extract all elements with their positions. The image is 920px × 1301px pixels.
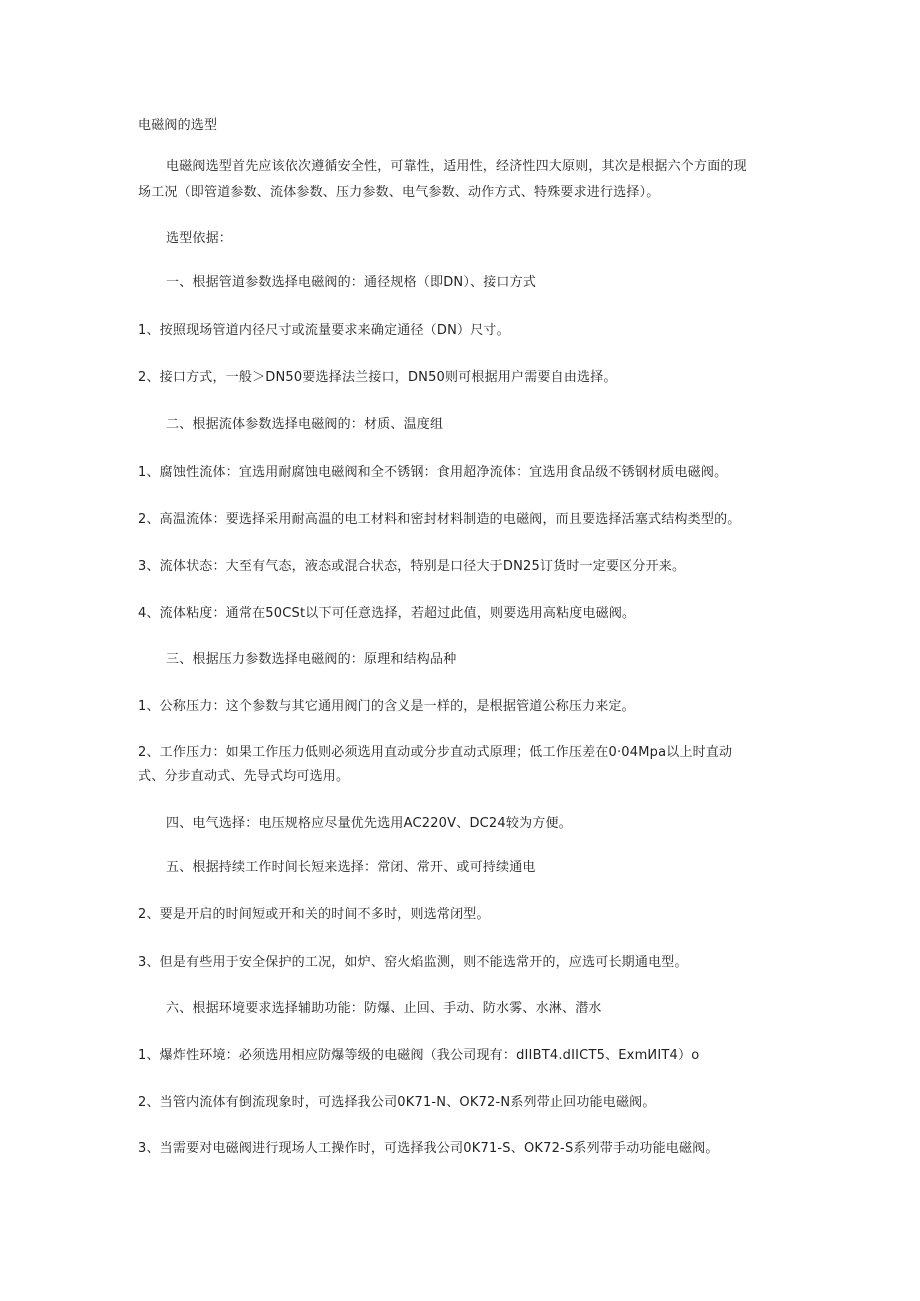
section-6-item-1: 1、爆炸性环境：必须选用相应防爆等级的电磁阀（我公司现有：dIIBT4.dIICT5、ExmИIT4）o — [138, 1048, 700, 1063]
section-2-item-1: 1、腐蚀性流体：宜选用耐腐蚀电磁阀和全不锈钢：食用超净流体：宜选用食品级不锈钢材质电磁阀。 — [138, 465, 728, 480]
section-1-item-2: 2、接口方式，一般＞DN50要选择法兰接口，DN50则可根据用户需要自由选择。 — [138, 370, 617, 385]
section-3-item-2-line-2: 式、分步直动式、先导式均可选用。 — [138, 769, 350, 784]
section-2-heading: 二、根据流体参数选择电磁阀的：材质、温度组 — [166, 417, 444, 432]
section-3-heading: 三、根据压力参数选择电磁阀的：原理和结构品种 — [166, 652, 457, 667]
section-6-item-2: 2、当管内流体有倒流现象时，可选择我公司0K71-N、OK72-N系列带止回功能电磁阀。 — [138, 1095, 656, 1110]
section-3-item-1: 1、公称压力：这个参数与其它通用阀门的含义是一样的，是根据管道公称压力来定。 — [138, 699, 635, 714]
section-5-item-2: 2、要是开启的时间短或开和关的时间不多时，则选常闭型。 — [138, 907, 490, 922]
section-5-item-3: 3、但是有些用于安全保护的工况，如炉、窑火焰监测，则不能选常开的，应选可长期通电型。 — [138, 955, 688, 970]
section-2-item-2: 2、高温流体：要选择采用耐高温的电工材料和密封材料制造的电磁阀，而且要选择活塞式结构类型的。 — [138, 512, 741, 527]
basis-label: 选型依据： — [166, 231, 233, 246]
document-title: 电磁阀的选型 — [138, 118, 218, 133]
intro-line-1: 电磁阀选型首先应该依次遵循安全性，可靠性，适用性，经济性四大原则，其次是根据六个方面的现 — [166, 159, 747, 174]
section-4-heading: 四、电气选择：电压规格应尽量优先选用AC220V、DC24较为方便。 — [166, 816, 572, 831]
section-3-item-2-line-1: 2、工作压力：如果工作压力低则必须选用直动或分步直动式原理；低工作压差在0·04Mpa以上时直动 — [138, 745, 733, 760]
section-1-heading: 一、根据管道参数选择电磁阀的：通径规格（即DN）、接口方式 — [166, 275, 537, 290]
section-6-heading: 六、根据环境要求选择辅助功能：防爆、止回、手动、防水雾、水淋、潜水 — [166, 1001, 602, 1016]
section-1-item-1: 1、按照现场管道内径尺寸或流量要求来确定通径（DN）尺寸。 — [138, 323, 510, 338]
section-5-heading: 五、根据持续工作时间长短来选择：常闭、常开、或可持续通电 — [166, 860, 536, 875]
intro-line-2: 场工况（即管道参数、流体参数、压力参数、电气参数、动作方式、特殊要求进行选择）。 — [138, 185, 660, 200]
section-2-item-4: 4、流体粘度：通常在50CSt以下可任意选择，若超过此值，则要选用高粘度电磁阀。 — [138, 606, 636, 621]
section-6-item-3: 3、当需要对电磁阀进行现场人工操作时，可选择我公司0K71-S、OK72-S系列带手动功能电磁阀。 — [138, 1141, 719, 1156]
section-2-item-3: 3、流体状态：大至有气态，液态或混合状态，特别是口径大于DN25订货时一定要区分开来。 — [138, 559, 686, 574]
